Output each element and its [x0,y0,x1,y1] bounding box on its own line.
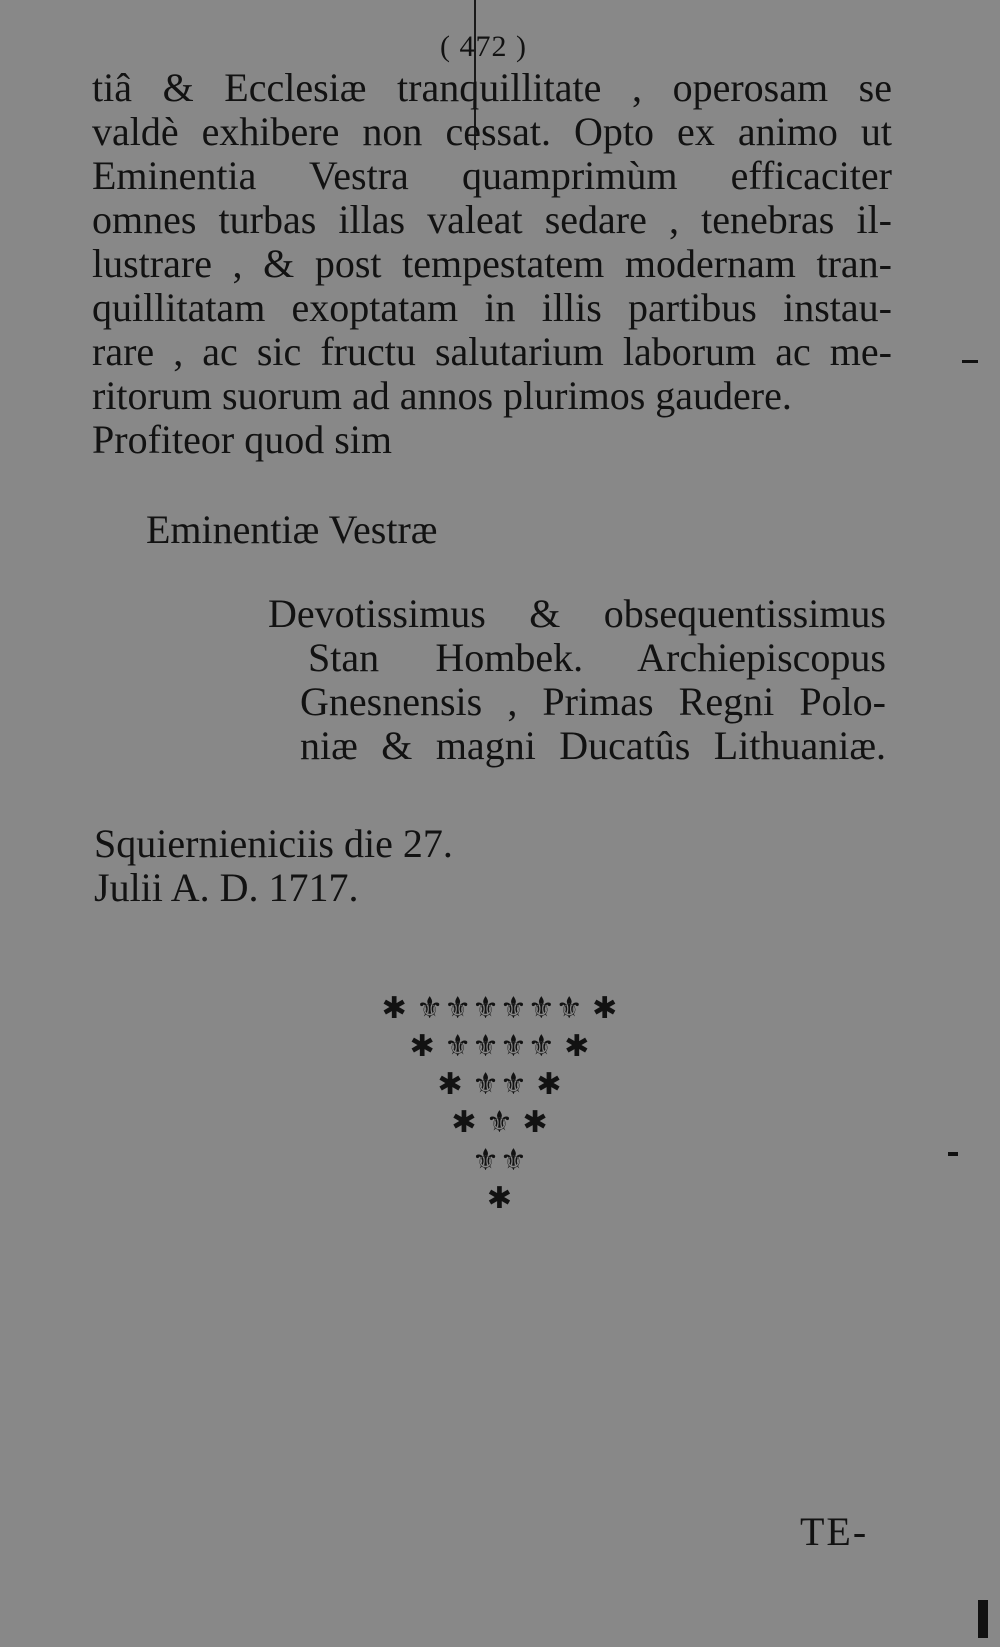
page-number: ( 472 ) [440,30,527,63]
body-line: Eminentia Vestra quamprimùm efficaciter [92,153,892,198]
ink-speck [978,1600,988,1638]
body-line: ritorum suorum ad annos plurimos gaudere. [92,373,792,418]
body-line: valdè exhibere non cessat. Opto ex animo ut [92,109,892,154]
ornament-row: ⚜⚜ [472,1144,528,1177]
ornament-row: ✱ ⚜⚜ ✱ [437,1068,563,1101]
signature-block [268,592,886,768]
date-line: Squiernieniciis die 27. [94,821,453,866]
body-line: quillitatam exoptatam in illis partibus instau- [92,285,892,330]
ink-speck [948,1152,958,1156]
signature-line: Gnesnensis , Primas Regni Polo- [300,679,886,724]
body-line: rare , ac sic fructu salutarium laborum ac me- [92,329,892,374]
ornament-row: ✱ ⚜⚜⚜⚜⚜⚜ ✱ [381,992,619,1025]
signature-line: niæ & magni Ducatûs Lithuaniæ. [300,723,886,768]
body-line: tiâ & Ecclesiæ tranquillitate , operosam se [92,65,892,110]
signature-line: Stan Hombek. Archiepiscopus [308,635,886,680]
date-line: Julii A. D. 1717. [94,865,359,910]
ornament-row: ✱ ⚜ ✱ [451,1106,549,1139]
letter-body [92,66,892,462]
body-line: Profiteor quod sim [92,417,392,462]
date-place-line [94,822,453,910]
catchword: TE- [800,1509,869,1554]
signature-line: Devotissimus & obsequentissimus [268,591,886,636]
ornament-row: ✱ ⚜⚜⚜⚜ ✱ [409,1030,591,1063]
ink-speck [962,360,978,363]
ornament-row: ✱ [486,1182,514,1215]
fleuron-tailpiece [330,990,670,1218]
salutation: Eminentiæ Vestræ [146,507,438,552]
body-line: omnes turbas illas valeat sedare , tenebras il- [92,197,892,242]
body-line: lustrare , & post tempestatem modernam tran- [92,241,892,286]
